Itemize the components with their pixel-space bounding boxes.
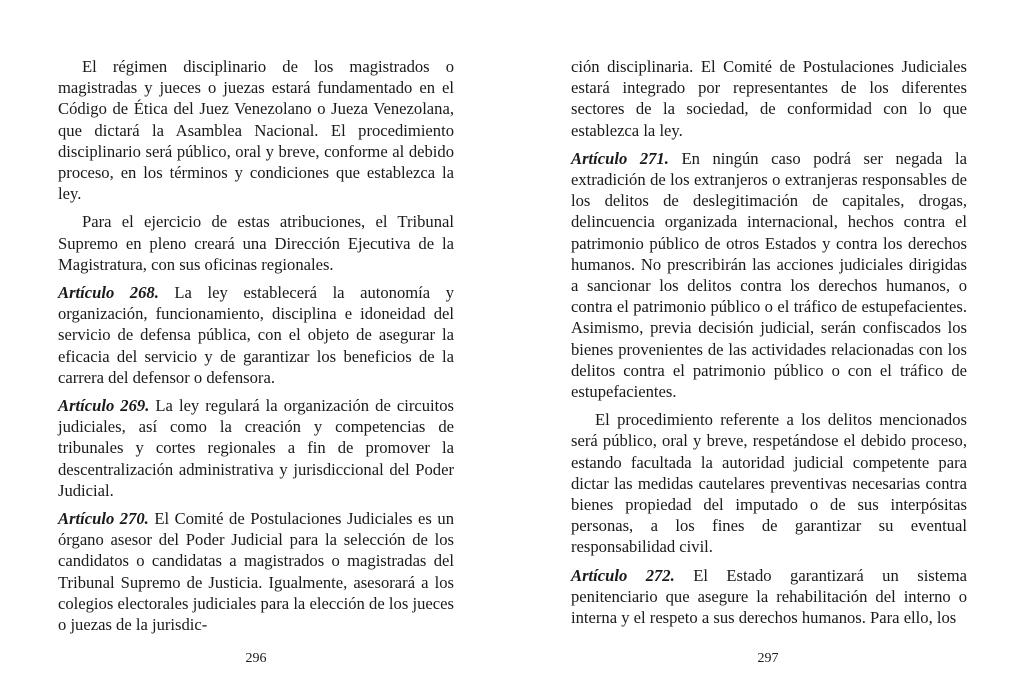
paragraph-procedure: El procedimiento referente a los delitos mencionados será público, oral y breve, respetándose el debido proceso, estando facultada la autoridad judicial competente para dictar las medidas cautelares preventivas necesarias contra bienes propiedad del imputado o de sus interpósitas personas, a los fines de garantizar su eventual responsabilidad civil. <box>571 410 967 557</box>
article-272-heading: Artículo 272. <box>571 565 675 585</box>
page-number-right: 297 <box>757 651 779 666</box>
right-page <box>571 56 967 628</box>
page-number-left: 296 <box>245 651 267 666</box>
article-271 <box>571 148 967 402</box>
article-268-heading: Artículo 268. <box>58 283 159 303</box>
article-270-text: El Comité de Postulaciones Judiciales es un órgano asesor del Poder Judicial para la selección de los candidatos o candidatas a magistrados o magistradas del Tribunal Supremo de Justicia. Igualmente, asesorará a los colegios electorales judiciales para la elección de los jueces o juezas de la jurisdic- <box>58 509 454 635</box>
article-270 <box>58 508 454 635</box>
article-271-text: En ningún caso podrá ser negada la extradición de los extranjeros o extranjeras responsables de los delitos de deslegitimación de capitales, drogas, delincuencia organizada internacional, hechos contra el patrimonio público de otros Estados y contra los derechos humanos. No prescribirán las acciones judiciales dirigidas a sancionar los delitos contra los derechos humanos, o contra el patrimonio público o el tráfico de estupefacientes. Asimismo, previa decisión judicial, serán confiscados los bienes provenientes de las actividades relacionadas con los delitos contra el patrimonio público o con el tráfico de estupefacientes. <box>571 148 968 402</box>
article-271-heading: Artículo 271. <box>571 148 669 168</box>
article-268-text: La ley establecerá la autonomía y organización, funcionamiento, disciplina e idoneidad del servicio de defensa pública, con el objeto de asegurar la eficacia del servicio y de garantizar los beneficios de la carrera del defensor o defensora. <box>58 283 455 387</box>
article-270-continuation: ción disciplinaria. El Comité de Postulaciones Judiciales estará integrado por representantes de los diferentes sectores de la sociedad, de conformidad con lo que establezca la ley. <box>571 57 967 140</box>
paragraph-executive-direction: Para el ejercicio de estas atribuciones, el Tribunal Supremo en pleno creará una Dirección Ejecutiva de la Magistratura, con sus oficinas regionales. <box>58 212 454 274</box>
article-269-heading: Artículo 269. <box>58 396 150 416</box>
article-268 <box>58 282 454 388</box>
article-269 <box>58 395 454 501</box>
left-page <box>58 56 454 635</box>
article-272-text: El Estado garantizará un sistema penitenciario que asegure la rehabilitación del interno o interna y el respeto a sus derechos humanos. Para ello, los <box>571 565 968 628</box>
paragraph-disciplinary-regime: El régimen disciplinario de los magistrados o magistradas y jueces o juezas estará fundamentado en el Código de Ética del Juez Venezolano o Jueza Venezolana, que dictará la Asamblea Nacional. El procedimiento disciplinario será público, oral y breve, conforme al debido proceso, en los términos y condiciones que establezca la ley. <box>58 57 454 204</box>
article-272 <box>571 565 967 629</box>
article-270-heading: Artículo 270. <box>58 509 149 529</box>
article-269-text: La ley regulará la organización de circuitos judiciales, así como la creación y competencias de tribunales y cortes regionales a fin de promover la descentralización administrativa y jurisdiccional del Poder Judicial. <box>58 396 455 500</box>
